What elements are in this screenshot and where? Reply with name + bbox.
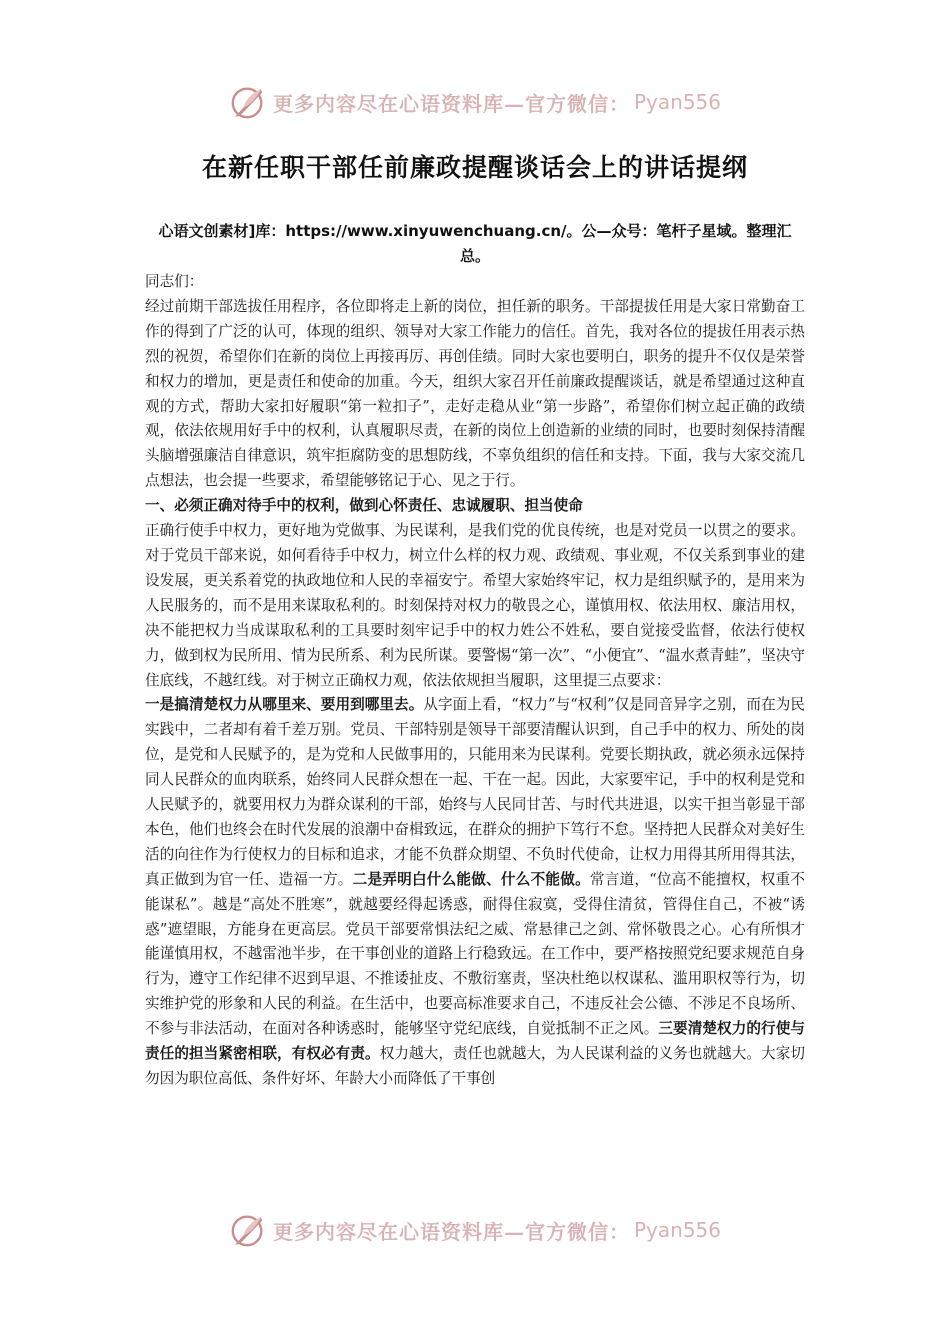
- quill-logo-icon: [229, 83, 267, 121]
- point-3-heading: 三要清楚权力的行使与责任的担当紧密相联，有权必有责。: [145, 1020, 805, 1063]
- document-title: 在新任职干部任前廉政提醒谈话会上的讲话提纲: [201, 153, 748, 182]
- quill-logo-icon: [229, 1211, 267, 1249]
- section-1-paragraph: 正确行使手中权力，更好地为党做事、为民谋利，是我们党的优良传统，也是对党员一以贯之的要求。对于党员干部来说，如何看待手中权力，树立什么样的权力观、政绩观、事业观，不仅关系到事业的建设发展，更关系着党的执政地位和人民的幸福安宁。希望大家始终牢记，权力是组织赋予的，是用来为人民服务的，而不是用来谋取私利的。时刻保持对权力的敬畏之心，谨慎用权、依法用权、廉洁用权，决不能把权力当成谋取私利的工具要时刻牢记手中的权力姓公不姓私，要自觉接受监督，依法行使权力，做到权为民所用、情为民所系、利为民所谋。要警惕“第一次”、“小便宜”、“温水煮青蛙”，坚决守住底线，不越红线。对于树立正确权力观，依法依规担当履职，这里提三点要求：: [145, 522, 805, 689]
- point-2-heading: 二是弄明白什么能做、什么不能做。: [352, 870, 590, 888]
- header-watermark-banner: [0, 80, 950, 124]
- point-1-heading: 一是搞清楚权力从哪里来、要用到哪里去。: [145, 696, 424, 714]
- watermark-wechat-id: Pyan556: [633, 90, 721, 114]
- source-line: 心语文创素材]库：https://www.xinyuwenchuang.cn/。公—众号：笔杆子星域。整理汇总。: [158, 222, 792, 265]
- footer-watermark-banner: [0, 1208, 950, 1252]
- watermark-text: 更多内容尽在心语资料库—官方微信：: [272, 91, 630, 116]
- point-2-text: 常言道，“位高不能擅权，权重不能谋私”。越是“高处不胜寒”，就越要经得起诱惑，耐得住寂寞，受得住清贫，管得住自己，不被“诱惑”遮望眼，方能身在更高层。党员干部要常惧法纪之威、常悬律己之剑、常怀敬畏之心。心有所惧才能谨慎用权，不越雷池半步，在干事创业的道路上行稳致远。在工作中，要严格按照党纪要求规范自身行为，遵守工作纪律不迟到早退、不推诿扯皮、不敷衍塞责，坚决杜绝以权谋私、滥用职权等行为，切实维护党的形象和人民的利益。在生活中，也要高标准要求自己，不违反社会公德、不涉足不良场所、不参与非法活动，在面对各种诱惑时，能够坚守党纪底线，自觉抵制不正之风。: [145, 870, 805, 1038]
- watermark-text: 更多内容尽在心语资料库—官方微信：: [272, 1219, 630, 1244]
- section-heading-1: 一、必须正确对待手中的权利，做到心怀责任、忠诚履职、担当使命: [145, 497, 583, 515]
- intro-paragraph: 经过前期干部选拔任用程序，各位即将走上新的岗位，担任新的职务。干部提拔任用是大家日常勤奋工作的得到了广泛的认可，体现的组织、领导对大家工作能力的信任。首先，我对各位的提拔任用表示热烈的祝贺，希望你们在新的岗位上再接再厉、再创佳绩。同时大家也要明白，职务的提升不仅仅是荣誉和权力的增加，更是责任和使命的加重。今天，组织大家召开任前廉政提醒谈话，就是希望通过这种直观的方式，帮助大家扣好履职“第一粒扣子”，走好走稳从业“第一步路”，希望你们树立起正确的政绩观，依法依规用好手中的权利，认真履职尽责，在新的岗位上创造新的业绩的同时，也要时刻保持清醒头脑增强廉洁自律意识，筑牢拒腐防变的思想防线，不辜负组织的信任和支持。下面，我与大家交流几点想法，也会提一些要求，希望能够铭记于心、见之于行。: [145, 297, 805, 490]
- points-paragraph: [145, 693, 805, 1092]
- document-body: [145, 270, 805, 1092]
- watermark-wechat-id: Pyan556: [633, 1218, 721, 1242]
- point-3-text: 权力越大，责任也就越大，为人民谋利益的义务也就越大。大家切勿因为职位高低、条件好坏、年龄大小而降低了干事创: [145, 1045, 805, 1087]
- point-1-text: 从字面上看，“权力”与“权利”仅是同音异字之别，而在为民实践中，二者却有着千差万别。党员、干部特别是领导干部要清醒认识到，自己手中的权力、所处的岗位，是党和人民赋予的，是为党和人民做事用的，只能用来为民谋利。党要长期执政，就必须永远保持同人民群众的血肉联系，始终同人民群众想在一起、干在一起。因此，大家要牢记，手中的权利是党和人民赋予的，就要用权力为群众谋利的干部，始终与人民同甘苦、与时代共进退，以实干担当彰显干部本色，他们也终会在时代发展的浪潮中奋楫致远，在群众的拥护下笃行不怠。坚持把人民群众对美好生活的向往作为行使权力的目标和追求，才能不负群众期望、不负时代使命，让权力用得其所用得其法，真正做到为官一任、造福一方。: [145, 696, 805, 888]
- salutation: 同志们：: [145, 273, 204, 290]
